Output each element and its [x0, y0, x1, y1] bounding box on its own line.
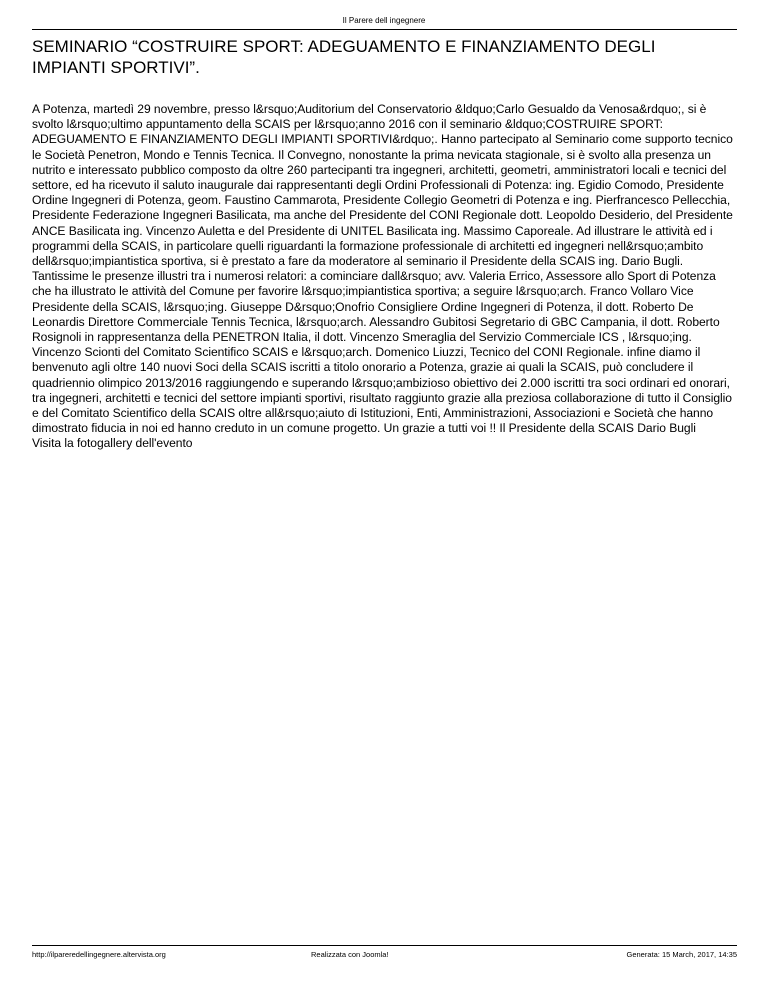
footer-divider — [32, 945, 737, 946]
article-body-text: A Potenza, martedì 29 novembre, presso l&rsquo;Auditorium del Conservatorio &ldquo;Carlo Gesualdo da Venosa&rdquo;, si è svolto l&rsquo;ultimo appuntamento della SCAIS per l&rsquo;anno 2016 con il seminario &ldquo;COSTRUIRE SPORT: ADEGUAMENTO E FINANZIAMENTO DEGLI IMPIANTI SPORTIVI&rdquo;. Hanno partecipato al Seminario come supporto tecnico le Società Penetron, Mondo e Tennis Tecnica. Il Convegno, nonostante la prima nevicata stagionale, si è svolto alla presenza un nutrito e interessato pubblico composto da oltre 260 partecipanti tra ingegneri, architetti, geometri, amministratori locali e tecnici del settore, ed ha ricevuto il saluto inaugurale dai rappresentanti degli Ordini Professionali di Potenza: ing. Egidio Comodo, Presidente Ordine Ingegneri di Potenza, geom. Faustino Cammarota, Presidente Collegio Geometri di Potenza e ing. Pierfrancesco Pellecchia, Presidente Federazione Ingegneri Basilicata, ma anche del Presidente del CONI Regionale dott. Leopoldo Desiderio, del Presidente ANCE Basilicata ing. Vincenzo Auletta e del Presidente di UNITEL Basilicata ing. Massimo Caporeale. Ad illustrare le attività ed i programmi della SCAIS, in particolare quelli riguardanti la formazione professionale di architetti ed ingegneri nell&rsquo;ambito dell&rsquo;impiantistica sportiva, si è prestato a fare da moderatore al seminario il Presidente della SCAIS ing. Dario Bugli. Tantissime le presenze illustri tra i numerosi relatori: a cominciare dall&rsquo; avv. Valeria Errico, Assessore allo Sport di Potenza che ha illustrato le attività del Comune per favorire l&rsquo;impiantistica sportiva; a seguire l&rsquo;arch. Franco Vollaro Vice Presidente della SCAIS, l&rsquo;ing. Giuseppe D&rsquo;Onofrio Consigliere Ordine Ingegneri di Potenza, il dott. Roberto De Leonardis Direttore Commerciale Tennis Tecnica, l&rsquo;arch. Alessandro Gubitosi Segretario di GBC Campania, il dott. Roberto Rosignoli in rappresentanza della PENETRON Italia, il dott. Vincenzo Smeraglia del Servizio Commerciale ICS , l&rsquo;ing. Vincenzo Scionti del Comitato Scientifico SCAIS e l&rsquo;arch. Domenico Liuzzi, Tecnico del CONI Regionale. infine diamo il benvenuto agli oltre 140 nuovi Soci della SCAIS iscritti a titolo onorario a Potenza, grazie ai quali la SCAIS, può concludere il quadriennio olimpico 2013/2016 raggiungendo e superando l&rsquo;ambizioso obiettivo dei 2.000 iscritti tra soci ordinari ed onorari, tra ingegneri, architetti e tecnici del settore impianti sportivi, risultato raggiunto grazie alla preziosa collaborazione di tutto il Consiglio e del Comitato Scientifico della SCAIS oltre all&rsquo;aiuto di Istituzioni, Enti, Amministrazioni, Associazioni e Società che hanno dimostrato fiducia in noi ed hanno creduto in un comune progetto. Un grazie a tutti voi !! Il Presidente della SCAIS Dario Bugli — [32, 102, 733, 436]
footer-generated-date: Generata: 15 March, 2017, 14:35 — [626, 950, 737, 959]
gallery-link[interactable]: Visita la fotogallery dell'evento — [32, 436, 193, 451]
article-title: SEMINARIO “COSTRUIRE SPORT: ADEGUAMENTO E FINANZIAMENTO DEGLI IMPIANTI SPORTIVI”. — [32, 37, 656, 77]
article-content — [32, 102, 737, 452]
footer-credit: Realizzata con Joomla! — [311, 950, 389, 959]
site-header: Il Parere dell ingegnere — [342, 16, 426, 25]
page-footer — [32, 950, 737, 960]
header-divider — [32, 29, 737, 30]
footer-url: http://ilpareredellingegnere.altervista.org — [32, 950, 166, 959]
